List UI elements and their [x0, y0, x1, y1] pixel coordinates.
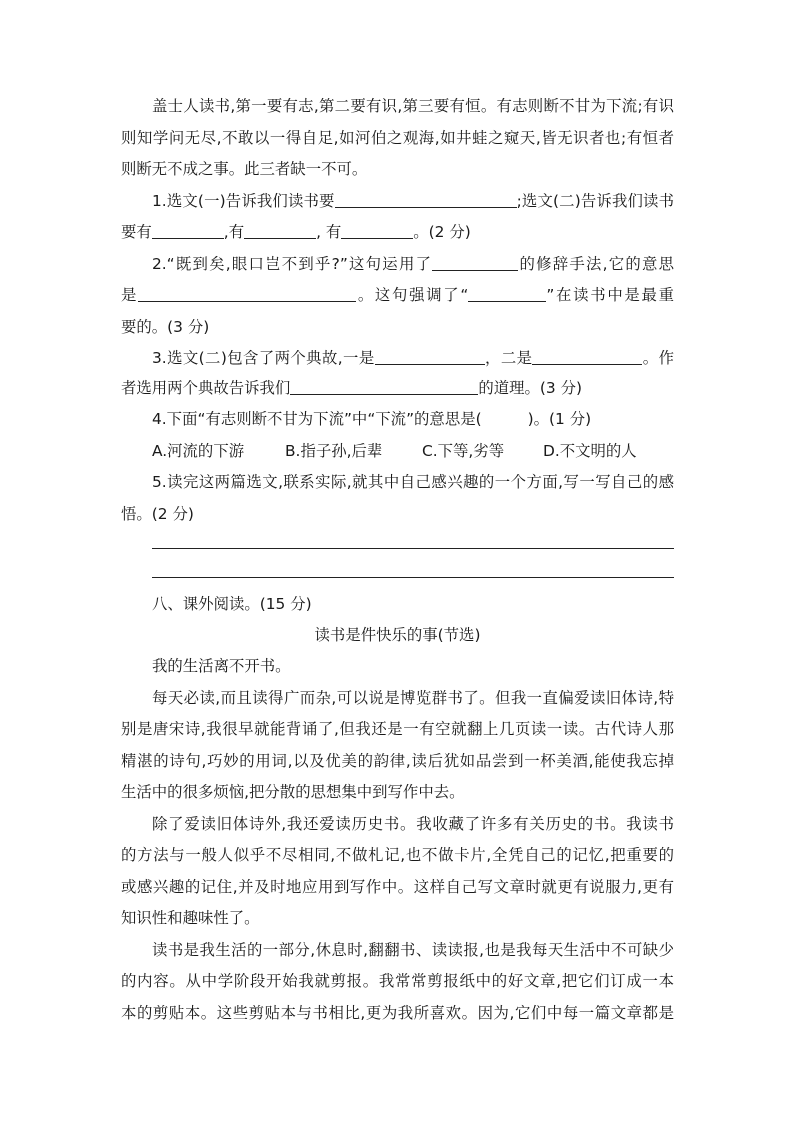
q1-blank-3[interactable] — [244, 224, 316, 239]
q1-blank-4[interactable] — [341, 224, 413, 239]
article-p3-line-1: 除了爱读旧体诗外,我还爱读历史书。我收藏了许多有关历史的书。我读书 — [152, 815, 674, 833]
article-p2-line-2: 别是唐宋诗,我很早就能背诵了,但我还是一有空就翻上几页读一读。古代诗人那 — [121, 720, 674, 738]
question-5-line-1: 5.读完这两篇选文,联系实际,就其中自己感兴趣的一个方面,写一写自己的感 — [152, 473, 674, 491]
article-p2-line-4: 生活中的很多烦恼,把分散的思想集中到写作中去。 — [121, 783, 465, 801]
q3-text-e: 的道理。(3 分) — [478, 379, 582, 397]
q2-blank-2[interactable] — [138, 287, 356, 302]
q2-text-d: 。这句强调了“ — [356, 286, 469, 304]
q1-text-d: ,有 — [223, 223, 245, 241]
question-4-line — [152, 409, 674, 429]
q2-blank-3[interactable] — [468, 287, 546, 302]
article-p4-line-2: 的内容。从中学阶段开始我就剪报。我常常剪报纸中的好文章,把它们订成一本 — [121, 972, 674, 990]
article-p3-line-3: 或感兴趣的记住,并及时地应用到写作中。这样自己写文章时就更有说服力,更有 — [121, 878, 674, 896]
q2-text-e: ”在读书中是最重 — [546, 286, 674, 304]
q2-text-a: 2.“既到矣,眼口岂不到乎?”这句运用了 — [152, 255, 433, 273]
q4-option-b[interactable]: B.指子孙,后辈 — [285, 442, 383, 460]
question-2-line-2 — [121, 285, 674, 305]
q3-text-c: 。作 — [642, 349, 674, 367]
q1-text-e: , 有 — [316, 223, 342, 241]
q1-blank-1[interactable] — [335, 193, 517, 208]
q4-option-d[interactable]: D.不文明的人 — [543, 442, 637, 460]
article-p2-line-3: 精湛的诗句,巧妙的用词,以及优美的韵律,读后犹如品尝到一杯美酒,能使我忘掉 — [121, 752, 674, 770]
q3-text-b: ，二是 — [484, 349, 533, 367]
q2-blank-1[interactable] — [432, 256, 518, 271]
q5-answer-line-2[interactable] — [152, 577, 674, 578]
passage-line-2: 则知学问无尽,不敢以一得自足,如河伯之观海,如井蛙之窥天,皆无识者也;有恒者 — [121, 129, 674, 147]
section-8-heading: 八、课外阅读。(15 分) — [152, 595, 312, 613]
q4-text-b: )。(1 分) — [527, 410, 592, 428]
article-title: 读书是件快乐的事(节选) — [314, 626, 481, 644]
passage-line-3: 则断无不成之事。此三者缺一不可。 — [121, 160, 368, 178]
question-1-line-1 — [152, 191, 674, 211]
passage-line-1: 盖士人读书,第一要有志,第二要有识,第三要有恒。有志则断不甘为下流;有识 — [152, 97, 674, 115]
q3-blank-3[interactable] — [290, 380, 478, 395]
q2-text-c: 是 — [121, 286, 139, 304]
q4-text-a: 4.下面“有志则断不甘为下流”中“下流”的意思是( — [152, 410, 482, 428]
question-3-line-1 — [152, 348, 674, 368]
q3-blank-1[interactable] — [375, 350, 485, 365]
question-2-line-1 — [152, 254, 674, 274]
article-p4-line-1: 读书是我生活的一部分,休息时,翻翻书、读读报,也是我每天生活中不可缺少 — [152, 941, 674, 959]
question-5-line-2: 悟。(2 分) — [121, 505, 194, 523]
q5-answer-line-1[interactable] — [152, 548, 674, 549]
question-2-line-3: 要的。(3 分) — [121, 318, 210, 336]
q2-text-b: 的修辞手法,它的意思 — [518, 255, 674, 273]
q1-text-f: 。(2 分) — [413, 223, 471, 241]
article-p3-line-2: 的方法与一般人似乎不尽相同,不做札记,也不做卡片,全凭自己的记忆,把重要的 — [121, 846, 674, 864]
question-1-line-2 — [121, 222, 674, 242]
q3-text-a: 3.选文(二)包含了两个典故,一是 — [152, 349, 375, 367]
article-p1: 我的生活离不开书。 — [152, 657, 291, 675]
q1-text-a: 1.选文(一)告诉我们读书要 — [152, 192, 335, 210]
q1-text-b: ;选文(二)告诉我们读书 — [516, 192, 674, 210]
q3-blank-2[interactable] — [532, 350, 642, 365]
question-3-line-2 — [121, 378, 674, 398]
article-p2-line-1: 每天必读,而且读得广而杂,可以说是博览群书了。但我一直偏爱读旧体诗,特 — [152, 689, 674, 707]
q4-option-a[interactable]: A.河流的下游 — [152, 442, 245, 460]
q1-text-c: 要有 — [121, 223, 152, 241]
article-p3-line-4: 知识性和趣味性了。 — [121, 909, 260, 927]
q4-option-c[interactable]: C.下等,劣等 — [422, 442, 505, 460]
q3-text-d: 者选用两个典故告诉我们 — [121, 379, 291, 397]
article-p4-line-3: 本的剪贴本。这些剪贴本与书相比,更为我所喜欢。因为,它们中每一篇文章都是 — [121, 1004, 674, 1022]
q1-blank-2[interactable] — [152, 224, 224, 239]
